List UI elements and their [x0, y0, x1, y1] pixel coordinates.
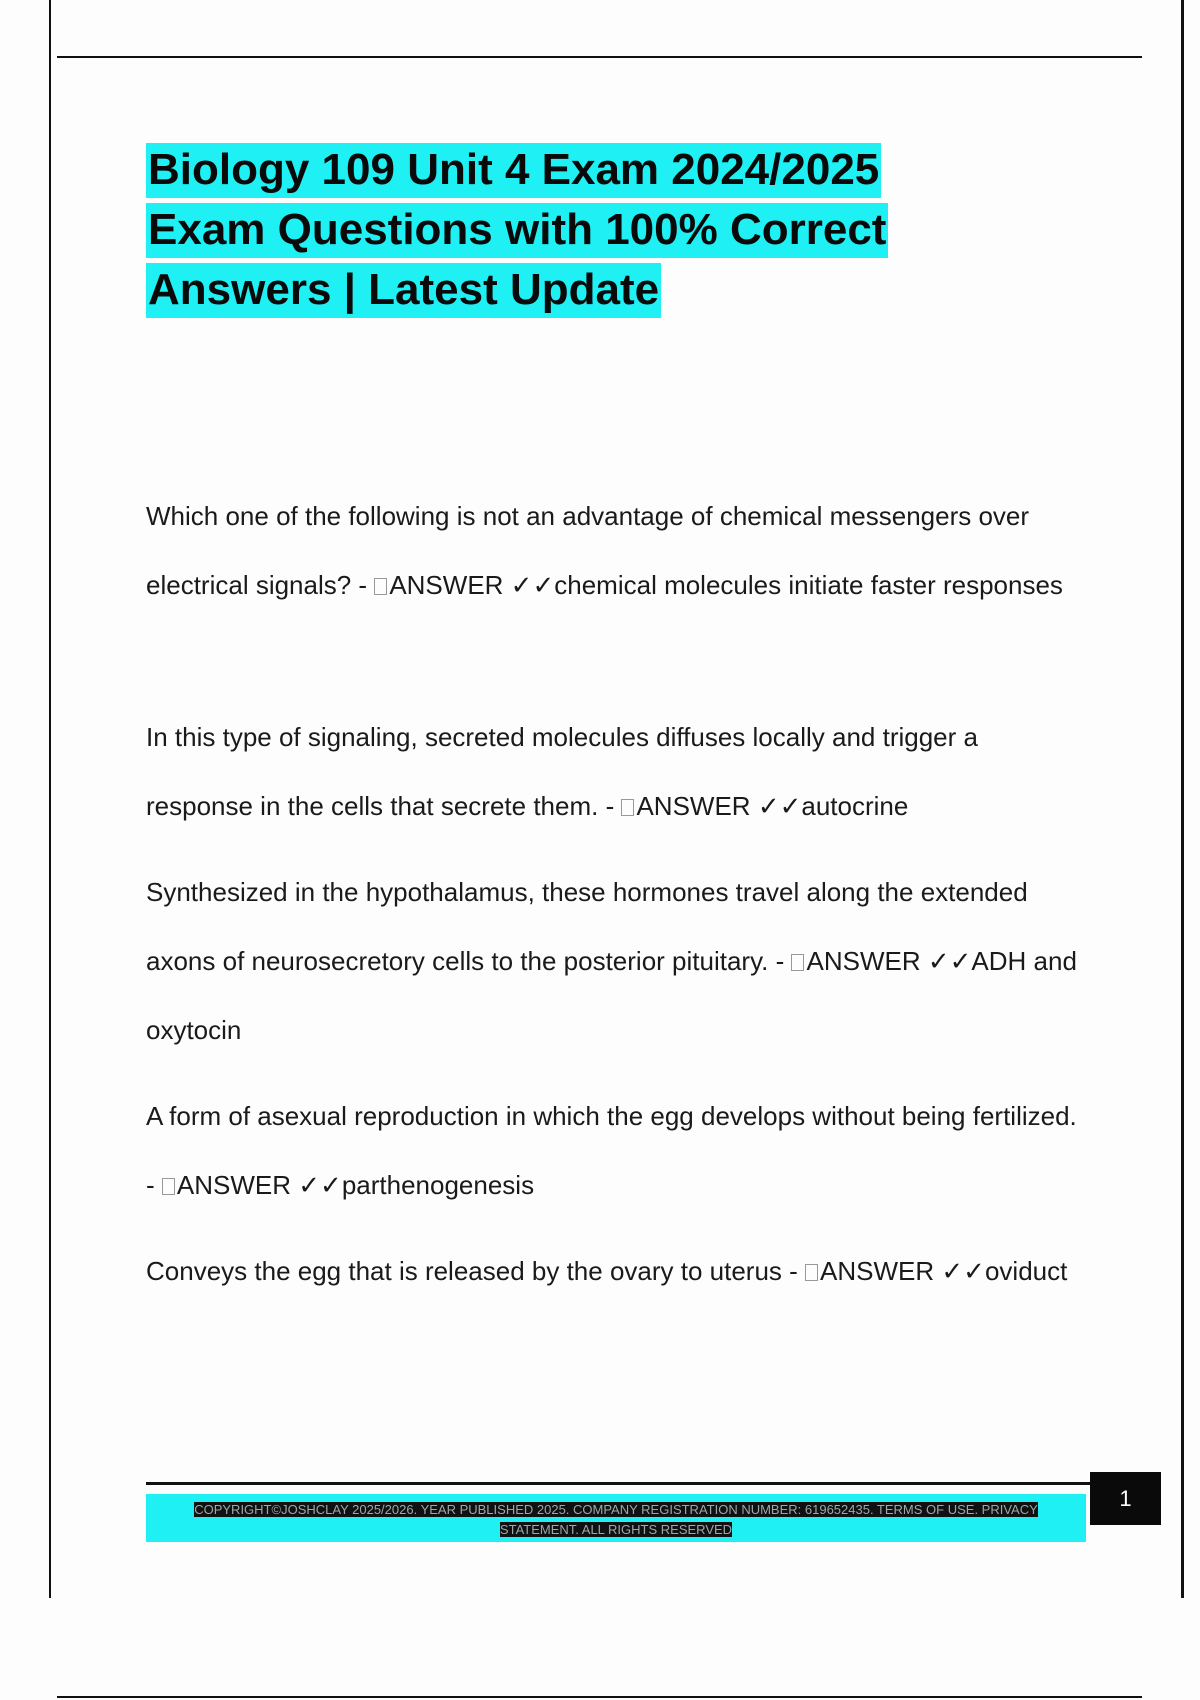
title-line-3: Answers | Latest Update — [146, 263, 661, 318]
question-text: A form of asexual reproduction in which the egg develops without being fertilized. - — [146, 1101, 1077, 1200]
check-mark-icon: ✓✓ — [941, 1256, 985, 1286]
right-border-line — [1181, 0, 1184, 1598]
checkbox-glyph-icon — [374, 578, 387, 595]
qa-item-3 — [146, 858, 1086, 1065]
document-title — [146, 140, 1046, 320]
answer-marker: ANSWER — [820, 1256, 935, 1286]
answer-marker: ANSWER — [636, 791, 751, 821]
qa-item-2 — [146, 703, 1086, 841]
answer-marker: ANSWER — [176, 1170, 292, 1200]
check-mark-icon: ✓✓ — [298, 1170, 342, 1200]
title-line-2: Exam Questions with 100% Correct — [146, 203, 888, 258]
question-text: Synthesized in the hypothalamus, these hormones travel along the extended axons of neurosecretory cells to the posterior pituitary. - — [146, 877, 1028, 976]
check-mark-icon: ✓✓ — [757, 791, 802, 821]
title-line-1: Biology 109 Unit 4 Exam 2024/2025 — [146, 143, 881, 198]
qa-item-5 — [146, 1237, 1086, 1306]
answer-text: chemical molecules initiate faster responses — [554, 570, 1063, 600]
top-divider — [57, 56, 1142, 58]
checkbox-glyph-icon — [791, 954, 804, 971]
answer-marker: ANSWER — [806, 946, 921, 976]
check-mark-icon: ✓✓ — [510, 570, 555, 600]
left-border-line — [49, 0, 51, 1598]
bottom-divider — [57, 1696, 1142, 1698]
footer-copyright — [160, 1500, 1072, 1540]
answer-text: autocrine — [801, 791, 909, 821]
checkbox-glyph-icon — [162, 1178, 175, 1195]
page-number: 1 — [1090, 1472, 1161, 1525]
answer-text: oviduct — [984, 1256, 1068, 1286]
check-mark-icon: ✓✓ — [927, 946, 972, 976]
question-text: Conveys the egg that is released by the ovary to uterus - — [146, 1256, 806, 1286]
answer-text: ADH and oxytocin — [146, 946, 1077, 1045]
checkbox-glyph-icon — [805, 1264, 818, 1281]
question-text: Which one of the following is not an advantage of chemical messengers over electrical signals? - — [146, 501, 1030, 600]
footer-line-1: COPYRIGHT©JOSHCLAY 2025/2026. YEAR PUBLISHED 2025. COMPANY REGISTRATION NUMBER: 619652435. TERMS OF USE. PRIVACY — [194, 1502, 1038, 1517]
qa-item-1 — [146, 482, 1086, 620]
checkbox-glyph-icon — [621, 799, 634, 816]
answer-marker: ANSWER — [389, 570, 504, 600]
footer-line-2: STATEMENT. ALL RIGHTS RESERVED — [499, 1522, 733, 1537]
question-text: In this type of signaling, secreted molecules diffuses locally and trigger a response in the cells that secrete them. - — [146, 722, 978, 821]
answer-text: parthenogenesis — [341, 1170, 535, 1200]
qa-item-4 — [146, 1082, 1086, 1220]
footer-rule — [146, 1482, 1090, 1485]
